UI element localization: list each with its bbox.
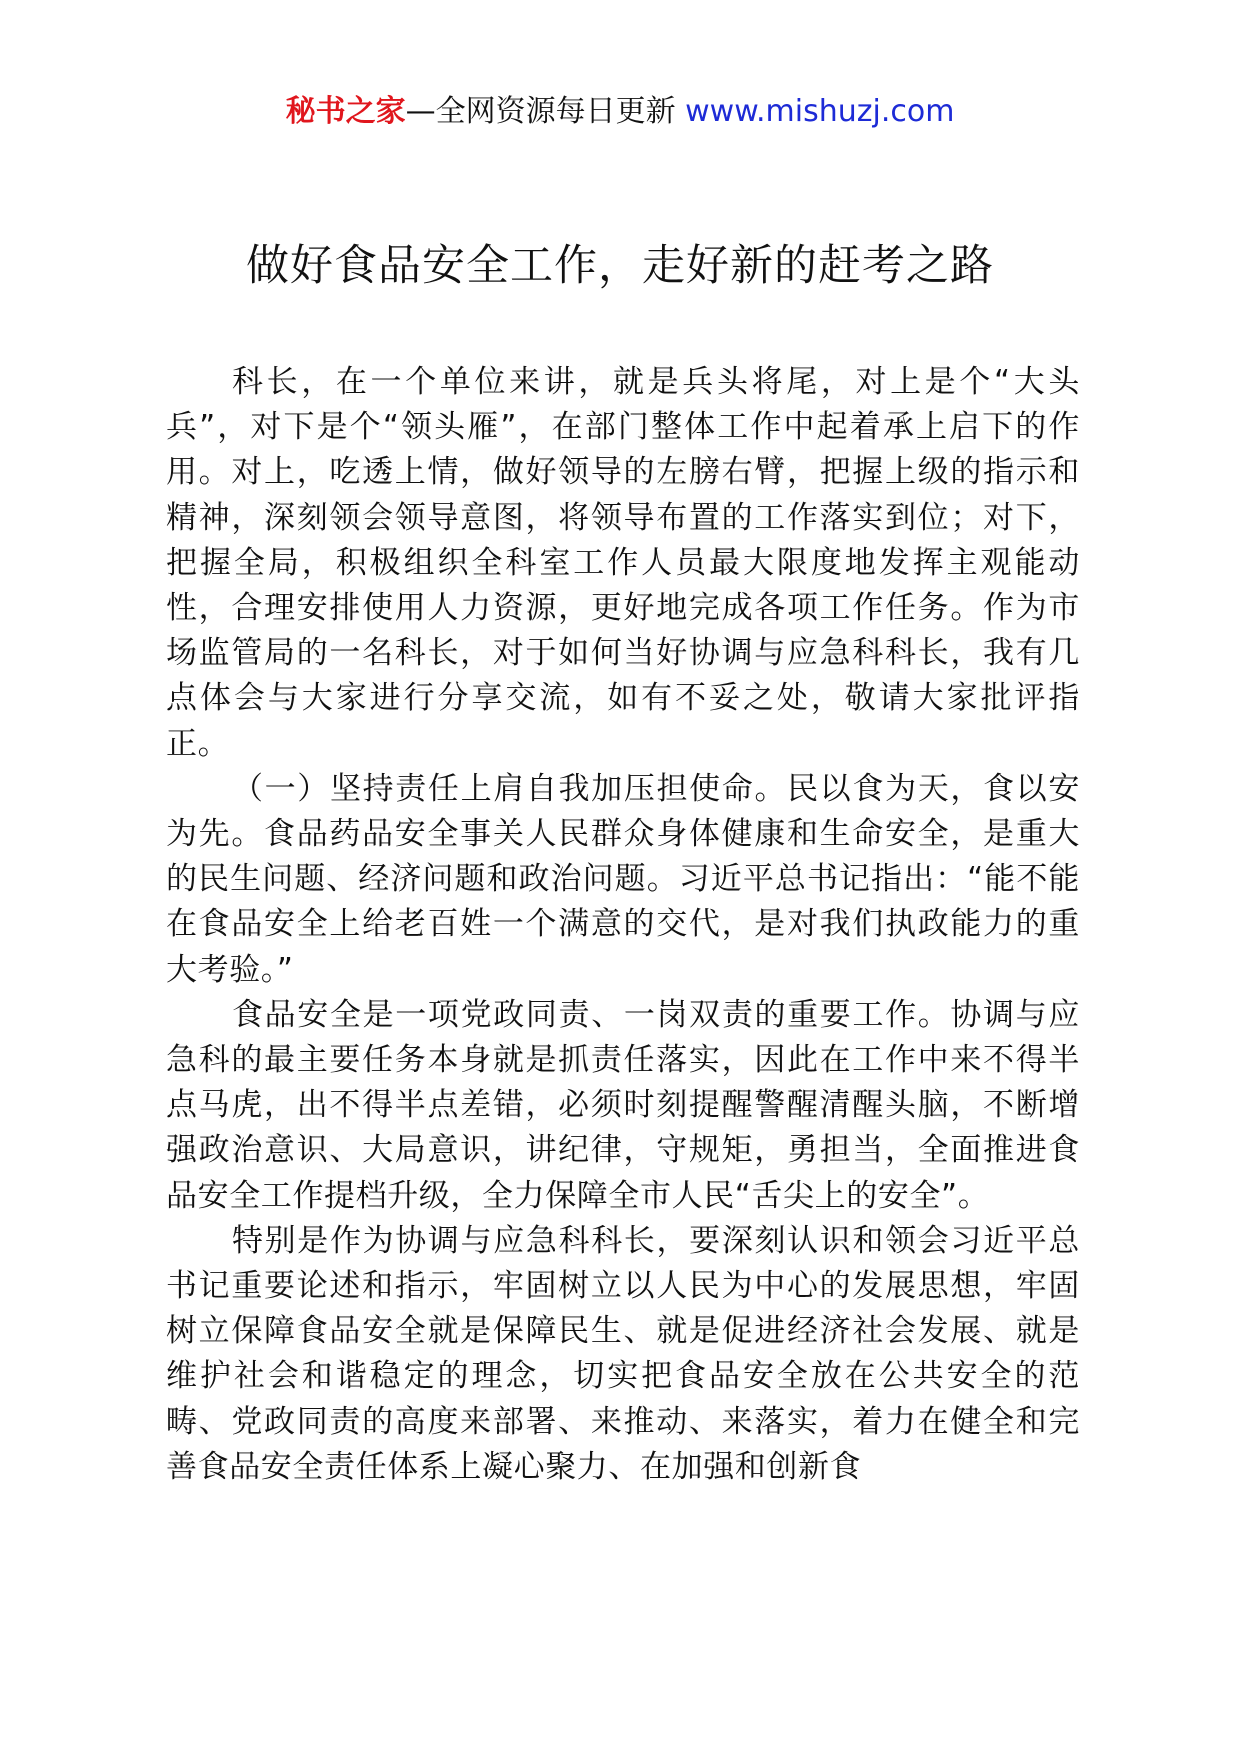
document-body — [166, 360, 1080, 1490]
paragraph: 科长，在一个单位来讲，就是兵头将尾，对上是个“大头兵”，对下是个“领头雁”，在部门整体工作中起着承上启下的作用。对上，吃透上情，做好领导的左膀右臂，把握上级的指示和精神，深刻领会领导意图，将领导布置的工作落实到位；对下，把握全局，积极组织全科室工作人员最大限度地发挥主观能动性，合理安排使用人力资源，更好地完成各项工作任务。作为市场监管局的一名科长，对于如何当好协调与应急科科长，我有几点体会与大家进行分享交流，如有不妥之处，敬请大家批评指正。 — [166, 364, 1080, 762]
document-title: 做好食品安全工作，走好新的赶考之路 — [246, 241, 994, 291]
site-url-link[interactable]: www.mishuzj.com — [685, 94, 955, 129]
paragraph: 食品安全是一项党政同责、一岗双责的重要工作。协调与应急科的最主要任务本身就是抓责任落实，因此在工作中来不得半点马虎，出不得半点差错，必须时刻提醒警醒清醒头脑，不断增强政治意识、大局意识，讲纪律，守规矩，勇担当，全面推进食品安全工作提档升级，全力保障全市人民“舌尖上的安全”。 — [166, 996, 1080, 1214]
site-tagline: —全网资源每日更新 — [405, 94, 676, 129]
site-header — [0, 92, 1240, 132]
paragraph: 特别是作为协调与应急科科长，要深刻认识和领会习近平总书记重要论述和指示，牢固树立以人民为中心的发展思想，牢固树立保障食品安全就是保障民生、就是促进经济社会发展、就是维护社会和谐稳定的理念，切实把食品安全放在公共安全的范畴、党政同责的高度来部署、来推动、来落实，着力在健全和完善食品安全责任体系上凝心聚力、在加强和创新食 — [166, 1222, 1080, 1485]
site-brand: 秘书之家 — [285, 94, 406, 129]
paragraph: （一）坚持责任上肩自我加压担使命。民以食为天，食以安为先。食品药品安全事关人民群众身体健康和生命安全，是重大的民生问题、经济问题和政治问题。习近平总书记指出：“能不能在食品安全上给老百姓一个满意的交代，是对我们执政能力的重大考验。” — [166, 770, 1080, 988]
